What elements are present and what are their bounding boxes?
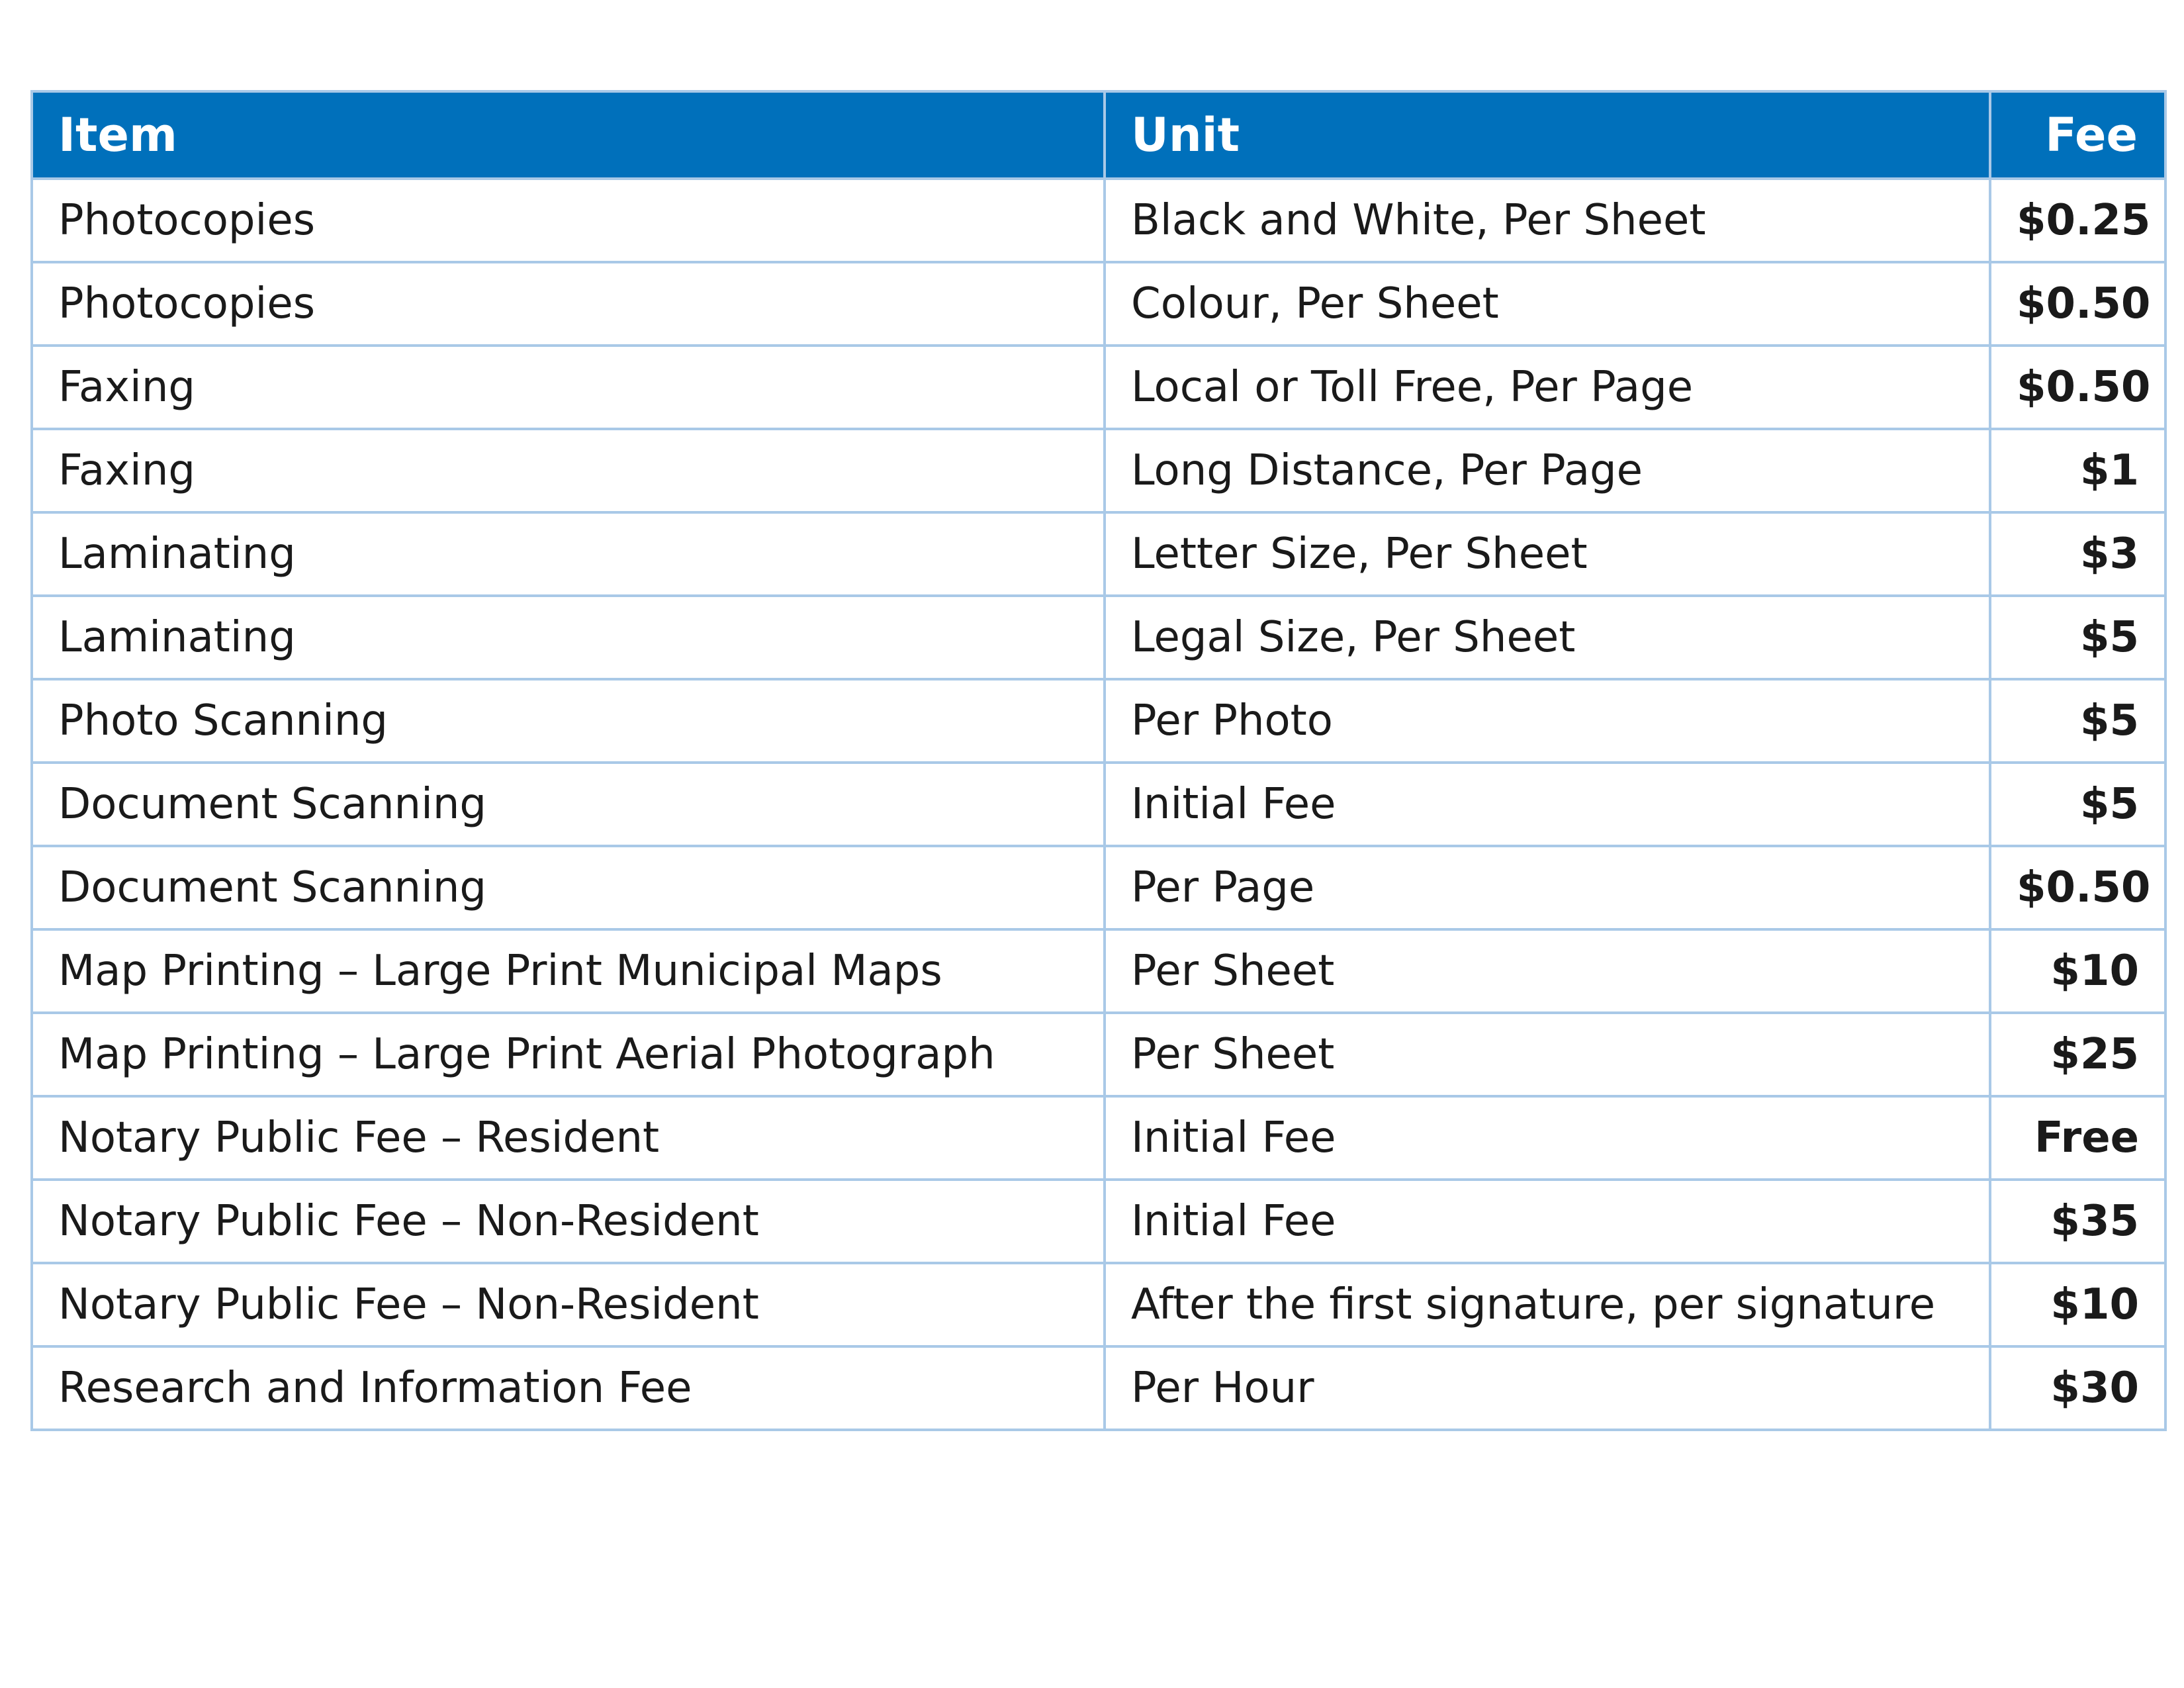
cell-item: Notary Public Fee – Resident <box>32 1096 1105 1180</box>
cell-unit: Per Sheet <box>1105 1013 1990 1096</box>
cell-item: Research and Information Fee <box>32 1346 1105 1430</box>
cell-fee: $25 <box>1990 1013 2165 1096</box>
cell-item: Document Scanning <box>32 763 1105 846</box>
cell-item: Photo Scanning <box>32 679 1105 763</box>
header-fee: Fee <box>1990 91 2165 179</box>
fee-schedule-table <box>30 90 2167 1431</box>
table-row <box>32 596 2165 679</box>
table-body <box>32 179 2165 1430</box>
cell-unit: After the first signature, per signature <box>1105 1263 1990 1346</box>
cell-unit: Long Distance, Per Page <box>1105 429 1990 512</box>
cell-unit: Local or Toll Free, Per Page <box>1105 346 1990 429</box>
cell-item: Faxing <box>32 429 1105 512</box>
cell-unit: Initial Fee <box>1105 1096 1990 1180</box>
table-row <box>32 1263 2165 1346</box>
cell-fee: $5 <box>1990 679 2165 763</box>
cell-fee: $5 <box>1990 763 2165 846</box>
table-row <box>32 679 2165 763</box>
cell-unit: Per Photo <box>1105 679 1990 763</box>
cell-item: Faxing <box>32 346 1105 429</box>
table-row <box>32 346 2165 429</box>
cell-fee: $35 <box>1990 1180 2165 1263</box>
table-row <box>32 1180 2165 1263</box>
table-header <box>32 91 2165 179</box>
cell-fee: $0.50 <box>1990 262 2165 346</box>
cell-fee: $30 <box>1990 1346 2165 1430</box>
cell-unit: Letter Size, Per Sheet <box>1105 512 1990 596</box>
cell-item: Laminating <box>32 512 1105 596</box>
table-row <box>32 929 2165 1013</box>
cell-fee: $0.50 <box>1990 846 2165 929</box>
cell-item: Notary Public Fee – Non-Resident <box>32 1263 1105 1346</box>
cell-fee: $5 <box>1990 596 2165 679</box>
cell-fee: Free <box>1990 1096 2165 1180</box>
cell-unit: Initial Fee <box>1105 1180 1990 1263</box>
table-row <box>32 512 2165 596</box>
cell-unit: Black and White, Per Sheet <box>1105 179 1990 262</box>
cell-item: Photocopies <box>32 179 1105 262</box>
cell-item: Map Printing – Large Print Aerial Photograph <box>32 1013 1105 1096</box>
cell-unit: Legal Size, Per Sheet <box>1105 596 1990 679</box>
cell-fee: $3 <box>1990 512 2165 596</box>
header-unit: Unit <box>1105 91 1990 179</box>
cell-item: Document Scanning <box>32 846 1105 929</box>
cell-fee: $10 <box>1990 1263 2165 1346</box>
table-row <box>32 763 2165 846</box>
table-row <box>32 846 2165 929</box>
header-item: Item <box>32 91 1105 179</box>
table-row <box>32 429 2165 512</box>
cell-unit: Initial Fee <box>1105 763 1990 846</box>
cell-item: Map Printing – Large Print Municipal Maps <box>32 929 1105 1013</box>
cell-unit: Per Page <box>1105 846 1990 929</box>
cell-fee: $0.25 <box>1990 179 2165 262</box>
cell-unit: Per Hour <box>1105 1346 1990 1430</box>
table-row <box>32 1346 2165 1430</box>
cell-fee: $0.50 <box>1990 346 2165 429</box>
cell-fee: $10 <box>1990 929 2165 1013</box>
cell-item: Photocopies <box>32 262 1105 346</box>
cell-fee: $1 <box>1990 429 2165 512</box>
cell-item: Laminating <box>32 596 1105 679</box>
table-row <box>32 179 2165 262</box>
cell-unit: Colour, Per Sheet <box>1105 262 1990 346</box>
cell-item: Notary Public Fee – Non-Resident <box>32 1180 1105 1263</box>
cell-unit: Per Sheet <box>1105 929 1990 1013</box>
table-row <box>32 1096 2165 1180</box>
header-row <box>32 91 2165 179</box>
table-row <box>32 262 2165 346</box>
table-row <box>32 1013 2165 1096</box>
